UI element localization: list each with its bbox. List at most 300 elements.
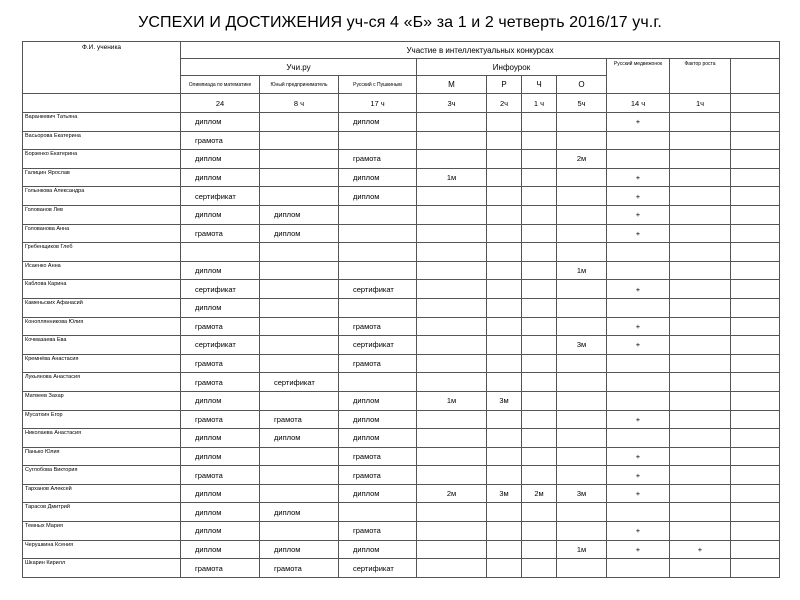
achievement-cell: диплом: [181, 503, 260, 522]
achievement-cell: [487, 298, 522, 317]
achievement-cell: [522, 187, 557, 206]
achievement-cell: [731, 447, 780, 466]
count-cell: 17 ч: [339, 94, 417, 113]
achievement-cell: [731, 150, 780, 169]
achievement-cell: диплом: [260, 503, 339, 522]
achievement-cell: [557, 429, 607, 448]
table-row: [23, 131, 780, 150]
empty-header-cell: [731, 59, 780, 94]
achievement-cell: [607, 131, 670, 150]
achievement-cell: [731, 410, 780, 429]
achievement-cell: [670, 317, 731, 336]
achievement-cell: [522, 168, 557, 187]
achievement-cell: [670, 205, 731, 224]
count-cell: 8 ч: [260, 94, 339, 113]
achievement-cell: [731, 261, 780, 280]
achievement-cell: [339, 243, 417, 262]
achievement-cell: [417, 559, 487, 578]
achievement-cell: диплом: [339, 429, 417, 448]
achievement-cell: [260, 187, 339, 206]
achievement-cell: [731, 466, 780, 485]
achievement-cell: +: [607, 540, 670, 559]
achievement-cell: [731, 391, 780, 410]
achievement-cell: [417, 540, 487, 559]
achievement-cell: грамота: [339, 466, 417, 485]
achievement-cell: [670, 150, 731, 169]
infourok-header: Инфоурок: [417, 59, 607, 76]
achievement-cell: [557, 522, 607, 541]
achievement-cell: диплом: [260, 205, 339, 224]
achievement-cell: грамота: [181, 466, 260, 485]
achievement-cell: [522, 410, 557, 429]
achievement-cell: [670, 466, 731, 485]
achievement-cell: грамота: [339, 317, 417, 336]
student-rows: [23, 113, 780, 578]
student-name: Каблова Карина: [23, 280, 181, 299]
achievement-cell: [607, 261, 670, 280]
achievement-cell: [670, 280, 731, 299]
russian-pushkin-header: Русский с Пушкиным: [339, 76, 417, 94]
achievement-cell: [260, 336, 339, 355]
achievement-cell: 1м: [557, 261, 607, 280]
achievement-cell: грамота: [181, 559, 260, 578]
achievement-cell: [731, 131, 780, 150]
achievement-cell: [522, 391, 557, 410]
achievement-cell: [487, 373, 522, 392]
count-row-label: [23, 94, 181, 113]
achievement-cell: диплом: [339, 113, 417, 132]
achievements-table: [22, 41, 780, 578]
table-row: [23, 373, 780, 392]
achievement-cell: [522, 280, 557, 299]
achievement-cell: [417, 522, 487, 541]
achievement-cell: [670, 298, 731, 317]
achievement-cell: грамота: [339, 354, 417, 373]
achievement-cell: [670, 429, 731, 448]
table-row: [23, 243, 780, 262]
student-name: Панько Юлия: [23, 447, 181, 466]
uchi-ru-header: Учи.ру: [181, 59, 417, 76]
achievement-cell: [731, 317, 780, 336]
achievement-cell: [487, 261, 522, 280]
student-name: Голованов Лев: [23, 205, 181, 224]
achievement-cell: [417, 410, 487, 429]
count-cell: 24: [181, 94, 260, 113]
achievement-cell: [487, 559, 522, 578]
achievement-cell: +: [607, 168, 670, 187]
achievement-cell: [522, 540, 557, 559]
achievement-cell: [417, 150, 487, 169]
student-name: Гребенщиков Глеб: [23, 243, 181, 262]
student-name: Галицин Ярослав: [23, 168, 181, 187]
achievement-cell: диплом: [181, 168, 260, 187]
achievement-cell: [670, 503, 731, 522]
table-row: [23, 559, 780, 578]
achievement-cell: [487, 131, 522, 150]
count-cell: 5ч: [557, 94, 607, 113]
student-name: Исаенко Анна: [23, 261, 181, 280]
table-row: [23, 447, 780, 466]
achievement-cell: +: [607, 522, 670, 541]
achievement-cell: диплом: [339, 187, 417, 206]
achievement-cell: +: [607, 187, 670, 206]
achievement-cell: [417, 261, 487, 280]
table-row: [23, 113, 780, 132]
infourok-ch-header: Ч: [522, 76, 557, 94]
student-name: Николаева Анастасия: [23, 429, 181, 448]
achievement-cell: [670, 447, 731, 466]
achievement-cell: [557, 298, 607, 317]
young-entrepreneur-header: Юный предприниматель: [260, 76, 339, 94]
achievement-cell: +: [607, 280, 670, 299]
achievement-cell: [731, 336, 780, 355]
achievement-cell: [607, 150, 670, 169]
achievement-cell: [417, 205, 487, 224]
achievement-cell: диплом: [181, 540, 260, 559]
achievement-cell: [731, 484, 780, 503]
achievement-cell: [670, 391, 731, 410]
achievement-cell: сертификат: [339, 280, 417, 299]
student-name: Коноплянникова Юлия: [23, 317, 181, 336]
achievement-cell: [731, 540, 780, 559]
count-row: [23, 94, 780, 113]
achievement-cell: [731, 243, 780, 262]
achievement-cell: +: [607, 484, 670, 503]
achievement-cell: [487, 336, 522, 355]
achievement-cell: [731, 559, 780, 578]
table-row: [23, 391, 780, 410]
count-cell: 1ч: [670, 94, 731, 113]
student-name: Кремнёва Анастасия: [23, 354, 181, 373]
table-row: [23, 150, 780, 169]
achievement-cell: [487, 243, 522, 262]
achievement-cell: [417, 317, 487, 336]
achievement-cell: [522, 354, 557, 373]
achievement-cell: [339, 373, 417, 392]
achievement-cell: 2м: [417, 484, 487, 503]
student-name: Шкарин Кирилл: [23, 559, 181, 578]
achievement-cell: [557, 187, 607, 206]
achievement-cell: [260, 168, 339, 187]
achievement-cell: [417, 447, 487, 466]
achievement-cell: [670, 559, 731, 578]
achievement-cell: [522, 261, 557, 280]
student-name: Варанкевич Татьяна: [23, 113, 181, 132]
count-cell: 3ч: [417, 94, 487, 113]
achievement-cell: [522, 559, 557, 578]
achievement-cell: [607, 503, 670, 522]
achievement-cell: [487, 540, 522, 559]
achievement-cell: [260, 280, 339, 299]
achievement-cell: [339, 503, 417, 522]
achievement-cell: [417, 131, 487, 150]
achievement-cell: 3м: [557, 484, 607, 503]
achievement-cell: [417, 373, 487, 392]
achievement-cell: грамота: [339, 447, 417, 466]
olympiad-header: Олимпиада по математике: [181, 76, 260, 94]
student-name-header: Ф.И. ученика: [23, 42, 181, 94]
student-name: Лукьянова Анастасия: [23, 373, 181, 392]
achievement-cell: [260, 298, 339, 317]
achievement-cell: [670, 373, 731, 392]
achievement-cell: [417, 113, 487, 132]
table-row: [23, 466, 780, 485]
achievement-cell: [670, 484, 731, 503]
achievement-cell: [522, 131, 557, 150]
achievement-cell: [522, 113, 557, 132]
achievement-cell: диплом: [181, 113, 260, 132]
achievement-cell: [670, 410, 731, 429]
achievement-cell: [181, 243, 260, 262]
table-row: [23, 317, 780, 336]
achievement-cell: [731, 280, 780, 299]
infourok-r-header: Р: [487, 76, 522, 94]
student-name: Тарханов Алексей: [23, 484, 181, 503]
achievement-cell: [557, 354, 607, 373]
achievement-cell: [522, 336, 557, 355]
achievement-cell: [417, 298, 487, 317]
count-cell-empty: [731, 94, 780, 113]
achievement-cell: [487, 522, 522, 541]
achievement-cell: [487, 317, 522, 336]
achievement-cell: [557, 224, 607, 243]
student-name: Тарасов Дмитрий: [23, 503, 181, 522]
achievement-cell: сертификат: [260, 373, 339, 392]
achievement-cell: диплом: [181, 261, 260, 280]
achievement-cell: [557, 373, 607, 392]
achievement-cell: 1м: [417, 168, 487, 187]
achievement-cell: [487, 354, 522, 373]
table-row: [23, 261, 780, 280]
achievement-cell: диплом: [181, 447, 260, 466]
achievement-cell: [557, 447, 607, 466]
achievement-cell: [260, 131, 339, 150]
achievement-cell: диплом: [181, 298, 260, 317]
achievement-cell: [487, 168, 522, 187]
achievement-cell: грамота: [260, 559, 339, 578]
achievement-cell: +: [607, 336, 670, 355]
achievement-cell: [417, 224, 487, 243]
achievement-cell: 1м: [557, 540, 607, 559]
achievement-cell: диплом: [181, 391, 260, 410]
achievement-cell: [487, 447, 522, 466]
achievement-cell: [522, 150, 557, 169]
achievement-cell: [731, 429, 780, 448]
achievement-cell: [670, 243, 731, 262]
achievement-cell: [339, 298, 417, 317]
achievement-cell: [557, 559, 607, 578]
achievement-cell: [557, 466, 607, 485]
achievement-cell: сертификат: [339, 559, 417, 578]
count-cell: 14 ч: [607, 94, 670, 113]
achievement-cell: грамота: [339, 522, 417, 541]
table-row: [23, 280, 780, 299]
achievement-cell: [487, 466, 522, 485]
infourok-o-header: О: [557, 76, 607, 94]
achievement-cell: диплом: [339, 484, 417, 503]
achievement-cell: 2м: [522, 484, 557, 503]
achievement-cell: [670, 522, 731, 541]
achievement-cell: [557, 317, 607, 336]
achievement-cell: 3м: [487, 484, 522, 503]
achievement-cell: [670, 168, 731, 187]
achievement-cell: диплом: [260, 224, 339, 243]
achievement-cell: диплом: [181, 522, 260, 541]
student-name: Голованова Анна: [23, 224, 181, 243]
achievement-cell: [731, 298, 780, 317]
infourok-m-header: М: [417, 76, 487, 94]
achievement-cell: 2м: [557, 150, 607, 169]
table-row: [23, 205, 780, 224]
achievement-cell: [487, 224, 522, 243]
achievement-cell: [487, 429, 522, 448]
achievement-cell: [670, 131, 731, 150]
achievement-cell: [260, 522, 339, 541]
achievement-cell: [260, 243, 339, 262]
table-row: [23, 336, 780, 355]
achievement-cell: [607, 354, 670, 373]
achievement-cell: [522, 373, 557, 392]
growth-factor-header: Фактор роста: [670, 59, 731, 94]
achievement-cell: [557, 113, 607, 132]
achievement-cell: грамота: [181, 410, 260, 429]
table-row: [23, 540, 780, 559]
table-row: [23, 187, 780, 206]
achievement-cell: [260, 317, 339, 336]
achievement-cell: [557, 205, 607, 224]
achievement-cell: [557, 243, 607, 262]
achievement-cell: [417, 466, 487, 485]
achievement-cell: [731, 522, 780, 541]
achievement-cell: [487, 280, 522, 299]
header-row-1: [23, 42, 780, 59]
achievement-cell: [417, 336, 487, 355]
achievement-cell: [557, 391, 607, 410]
achievement-cell: диплом: [339, 410, 417, 429]
participation-header: Участие в интеллектуальных конкурсах: [181, 42, 780, 59]
achievement-cell: [260, 447, 339, 466]
achievement-cell: [731, 354, 780, 373]
achievement-cell: [487, 503, 522, 522]
achievement-cell: [670, 336, 731, 355]
achievement-cell: [670, 113, 731, 132]
achievement-cell: сертификат: [181, 336, 260, 355]
achievement-cell: 3м: [487, 391, 522, 410]
achievement-cell: [522, 298, 557, 317]
table-row: [23, 410, 780, 429]
student-name: Каменьских Афанасий: [23, 298, 181, 317]
achievement-cell: диплом: [339, 540, 417, 559]
achievement-cell: [339, 224, 417, 243]
achievement-cell: грамота: [181, 131, 260, 150]
student-name: Васьорова Екатерина: [23, 131, 181, 150]
achievement-cell: 3м: [557, 336, 607, 355]
achievement-cell: [607, 373, 670, 392]
achievement-cell: [731, 503, 780, 522]
achievement-cell: диплом: [339, 391, 417, 410]
achievement-cell: [557, 168, 607, 187]
student-name: Кочмазаева Ева: [23, 336, 181, 355]
achievement-cell: +: [607, 410, 670, 429]
student-name: Матвеев Захар: [23, 391, 181, 410]
achievement-cell: [522, 522, 557, 541]
achievement-cell: сертификат: [181, 280, 260, 299]
achievement-cell: [607, 298, 670, 317]
achievement-cell: [522, 466, 557, 485]
achievement-cell: грамота: [181, 224, 260, 243]
achievement-cell: диплом: [181, 484, 260, 503]
achievement-cell: сертификат: [339, 336, 417, 355]
achievement-cell: [607, 243, 670, 262]
achievement-cell: [260, 354, 339, 373]
student-name: Мусатхин Егор: [23, 410, 181, 429]
achievement-cell: [731, 187, 780, 206]
table-row: [23, 503, 780, 522]
achievement-cell: диплом: [339, 168, 417, 187]
achievement-cell: [260, 466, 339, 485]
achievement-cell: [670, 354, 731, 373]
count-cell: 1 ч: [522, 94, 557, 113]
achievement-cell: [487, 187, 522, 206]
achievement-cell: [339, 131, 417, 150]
achievement-cell: [731, 224, 780, 243]
achievement-cell: [557, 503, 607, 522]
count-cell: 2ч: [487, 94, 522, 113]
achievement-cell: +: [607, 447, 670, 466]
achievement-cell: +: [607, 205, 670, 224]
student-name: Темных Мария: [23, 522, 181, 541]
achievement-cell: [487, 205, 522, 224]
student-name: Суглобова Виктория: [23, 466, 181, 485]
achievement-cell: [731, 113, 780, 132]
achievement-cell: +: [607, 113, 670, 132]
achievement-cell: [522, 224, 557, 243]
achievement-cell: [522, 503, 557, 522]
table-row: [23, 224, 780, 243]
achievement-cell: [339, 205, 417, 224]
achievement-cell: [522, 317, 557, 336]
achievement-cell: диплом: [181, 429, 260, 448]
achievement-cell: [417, 280, 487, 299]
achievement-cell: [731, 168, 780, 187]
achievement-cell: [487, 113, 522, 132]
achievement-cell: [522, 447, 557, 466]
achievement-cell: [417, 429, 487, 448]
table-row: [23, 298, 780, 317]
achievement-cell: грамота: [181, 317, 260, 336]
table-row: [23, 522, 780, 541]
achievement-cell: [260, 391, 339, 410]
achievement-cell: [522, 429, 557, 448]
achievement-cell: [260, 261, 339, 280]
achievement-cell: [417, 354, 487, 373]
achievement-cell: [260, 150, 339, 169]
student-name: Голынкова Александра: [23, 187, 181, 206]
achievement-cell: [487, 150, 522, 169]
achievement-cell: [339, 261, 417, 280]
achievement-cell: [670, 261, 731, 280]
student-name: Борзенко Екатерина: [23, 150, 181, 169]
achievement-cell: [417, 503, 487, 522]
achievement-cell: +: [670, 540, 731, 559]
achievement-cell: +: [607, 224, 670, 243]
table-row: [23, 429, 780, 448]
achievement-cell: [731, 205, 780, 224]
achievement-cell: +: [607, 317, 670, 336]
achievement-cell: [260, 484, 339, 503]
achievement-cell: [670, 224, 731, 243]
achievement-cell: диплом: [181, 205, 260, 224]
